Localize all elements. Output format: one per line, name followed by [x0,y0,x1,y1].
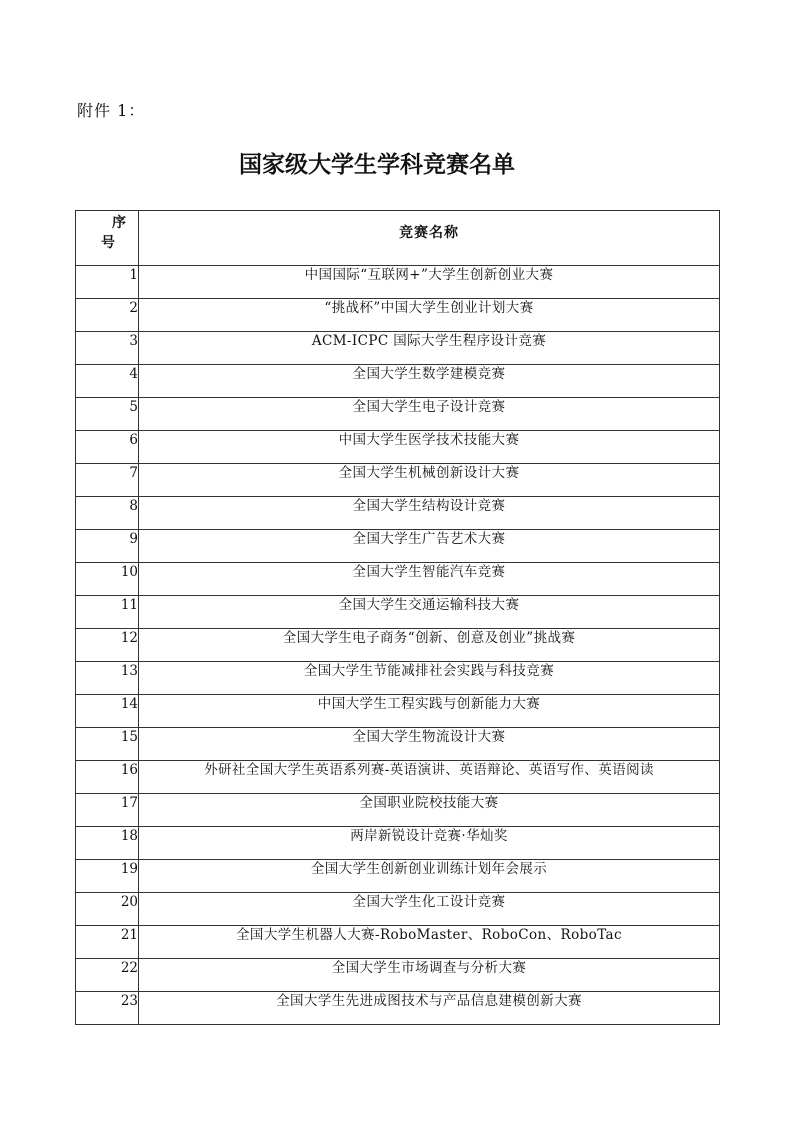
row-number: 7 [76,464,139,497]
row-number: 11 [76,596,139,629]
competition-name: 全国大学生化工设计竞赛 [139,893,720,926]
table-row [76,332,720,365]
competition-name: 全国职业院校技能大赛 [139,794,720,827]
table-row [76,596,720,629]
competition-name: 中国大学生工程实践与创新能力大赛 [139,695,720,728]
row-number: 8 [76,497,139,530]
table-row [76,662,720,695]
attachment-label: 附件 1： [77,101,146,120]
row-number: 5 [76,398,139,431]
row-number: 21 [76,926,139,959]
row-number: 3 [76,332,139,365]
table-row [76,563,720,596]
competition-name: 全国大学生电子设计竞赛 [139,398,720,431]
table-row [76,893,720,926]
competition-name: 全国大学生电子商务“创新、创意及创业”挑战赛 [139,629,720,662]
table-body [76,266,720,1025]
table-row [76,926,720,959]
competition-name: 两岸新锐设计竞赛·华灿奖 [139,827,720,860]
row-number: 1 [76,266,139,299]
competition-name: 全国大学生交通运输科技大赛 [139,596,720,629]
competition-name: “挑战杯”中国大学生创业计划大赛 [139,299,720,332]
table-row [76,695,720,728]
table-row [76,860,720,893]
row-number: 19 [76,860,139,893]
header-number-line2: 号 [101,235,115,251]
row-number: 4 [76,365,139,398]
table-row [76,959,720,992]
header-number-cell [76,211,139,266]
header-name-cell [139,211,720,266]
row-number: 12 [76,629,139,662]
table-row [76,398,720,431]
row-number: 20 [76,893,139,926]
row-number: 6 [76,431,139,464]
row-number: 18 [76,827,139,860]
competition-name: 全国大学生节能减排社会实践与科技竞赛 [139,662,720,695]
competition-name: 外研社全国大学生英语系列赛-英语演讲、英语辩论、英语写作、英语阅读 [139,761,720,794]
row-number: 2 [76,299,139,332]
table-row [76,794,720,827]
competition-name: 全国大学生广告艺术大赛 [139,530,720,563]
table-row [76,365,720,398]
competition-name: 中国国际“互联网+”大学生创新创业大赛 [139,266,720,299]
row-number: 17 [76,794,139,827]
competition-name: 全国大学生创新创业训练计划年会展示 [139,860,720,893]
row-number: 22 [76,959,139,992]
table-header-row [76,211,720,266]
competition-name: ACM-ICPC 国际大学生程序设计竞赛 [139,332,720,365]
row-number: 16 [76,761,139,794]
table-row [76,992,720,1025]
competition-name: 全国大学生数学建模竞赛 [139,365,720,398]
table-row [76,761,720,794]
row-number: 13 [76,662,139,695]
table-row [76,497,720,530]
table-row [76,827,720,860]
document-title: 国家级大学生学科竞赛名单 [239,151,515,178]
competition-name: 全国大学生市场调查与分析大赛 [139,959,720,992]
table-row [76,464,720,497]
row-number: 15 [76,728,139,761]
table-row [76,266,720,299]
competition-table [75,210,720,1025]
row-number: 10 [76,563,139,596]
table-row [76,431,720,464]
competition-name: 中国大学生医学技术技能大赛 [139,431,720,464]
row-number: 9 [76,530,139,563]
competition-name: 全国大学生先进成图技术与产品信息建模创新大赛 [139,992,720,1025]
competition-name: 全国大学生物流设计大赛 [139,728,720,761]
table-row [76,629,720,662]
header-number-line1: 序 [112,215,126,231]
competition-name: 全国大学生结构设计竞赛 [139,497,720,530]
table-row [76,728,720,761]
table-row [76,299,720,332]
row-number: 23 [76,992,139,1025]
row-number: 14 [76,695,139,728]
competition-name: 全国大学生机械创新设计大赛 [139,464,720,497]
competition-name: 全国大学生机器人大赛-RoboMaster、RoboCon、RoboTac [139,926,720,959]
table-row [76,530,720,563]
header-name-label: 竞赛名称 [399,225,459,241]
competition-name: 全国大学生智能汽车竞赛 [139,563,720,596]
